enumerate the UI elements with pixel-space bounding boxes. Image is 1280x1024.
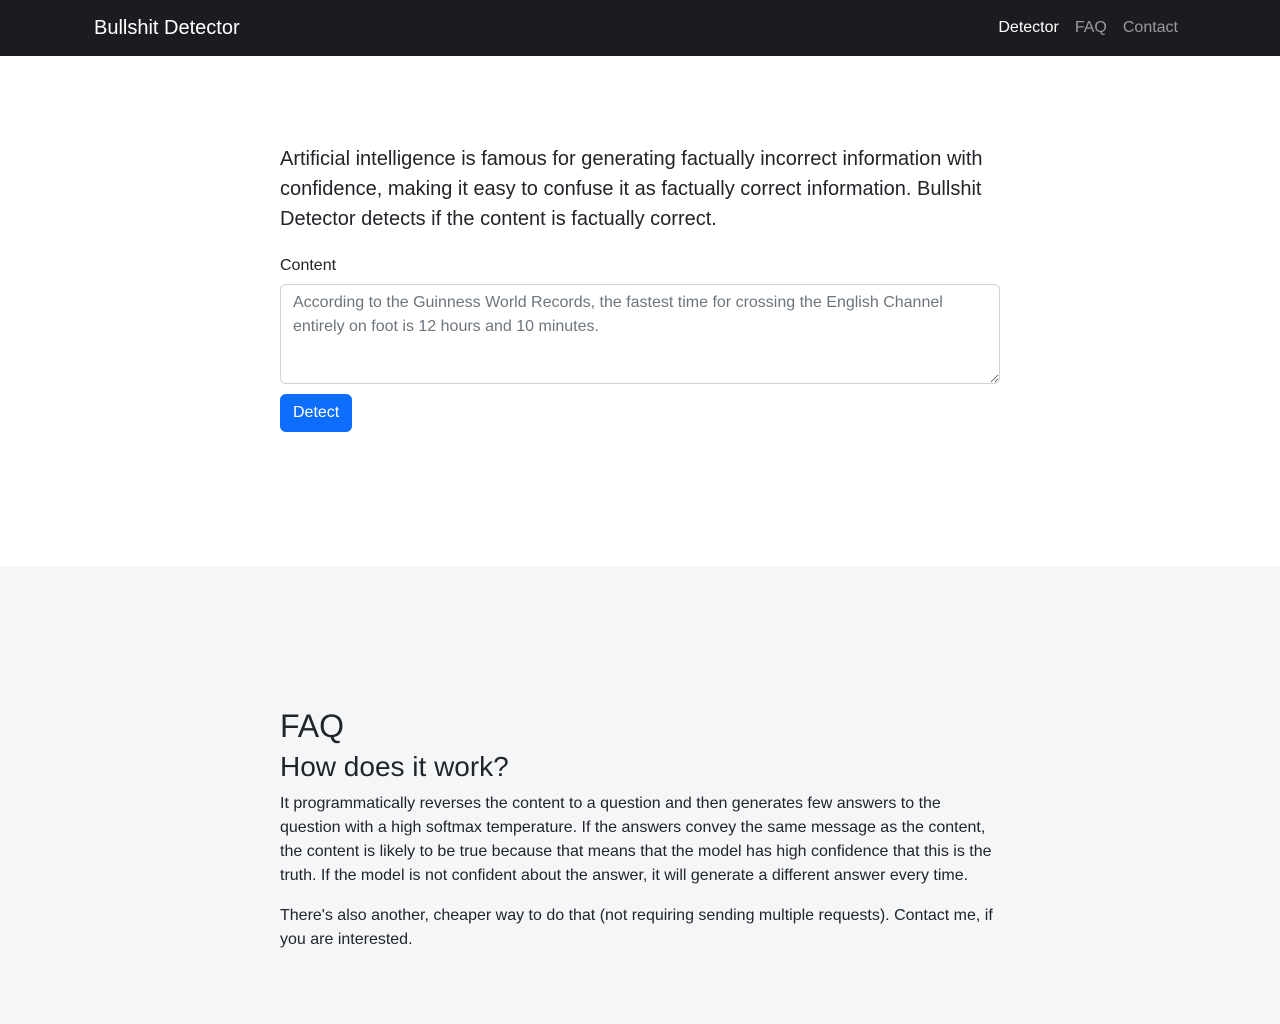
content-label: Content <box>280 257 337 274</box>
faq-question: How does it work? <box>280 751 509 782</box>
intro-text: Artificial intelligence is famous for generating factually incorrect information with confidence, making it easy to confuse it as factually correct information. Bullshit Detector detects if the content is factually correct. <box>280 148 983 230</box>
content-input[interactable] <box>280 284 1000 384</box>
faq-section <box>0 566 1280 1024</box>
faq-title: FAQ <box>280 708 345 744</box>
detector-section <box>0 56 1280 566</box>
navbar <box>0 0 1280 56</box>
nav-links <box>998 19 1178 37</box>
detect-button[interactable]: Detect <box>280 394 352 432</box>
faq-note: There's also another, cheaper way to do that (not requiring sending multiple requests). Contact me, if you are interested. <box>280 907 993 948</box>
nav-link-detector[interactable]: Detector <box>998 19 1059 36</box>
brand-link[interactable]: Bullshit Detector <box>94 16 240 39</box>
nav-link-contact[interactable]: Contact <box>1122 19 1178 36</box>
faq-answer: It programmatically reverses the content to a question and then generates few answers to the question with a high softmax temperature. If the answers convey the same message as the content, the content is likely to be true because that means that the model has high confidence that this is the truth. If the model is not confident about the answer, it will generate a different answer every time. <box>280 795 992 884</box>
nav-link-faq[interactable]: FAQ <box>1074 19 1107 36</box>
